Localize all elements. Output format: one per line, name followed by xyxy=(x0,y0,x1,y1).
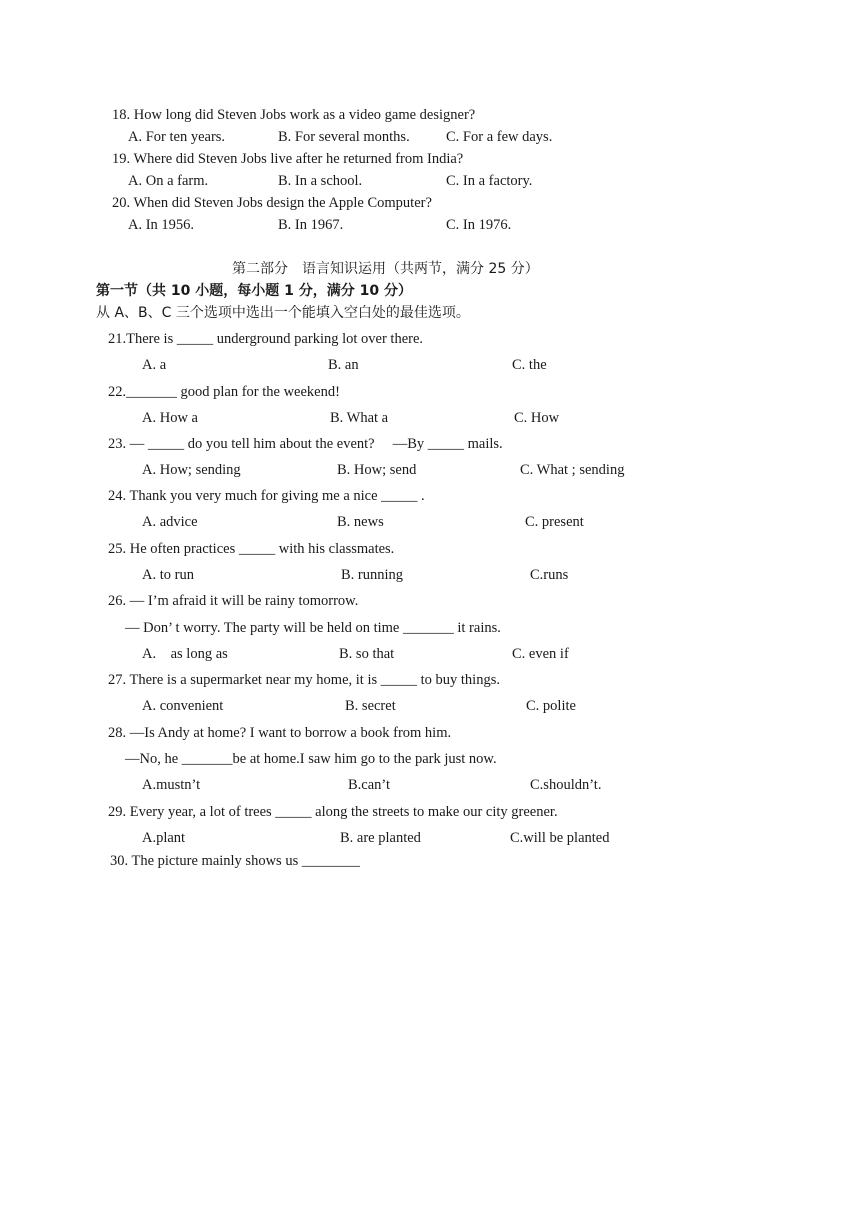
question-18-option-b: B. For several months. xyxy=(278,129,410,145)
question-23-stem: 23. — _____ do you tell him about the event? —By _____ mails. xyxy=(108,436,503,452)
question-28-stem: 28. —Is Andy at home? I want to borrow a book from him. xyxy=(108,725,452,741)
question-18-option-a: A. For ten years. xyxy=(128,129,226,145)
question-28-option-b: B.can’t xyxy=(348,777,391,793)
question-29-option-b: B. are planted xyxy=(340,830,421,846)
question-25-option-b: B. running xyxy=(341,567,404,583)
question-29-option-c: C.will be planted xyxy=(510,830,610,846)
part-two-title: 第二部分 语言知识运用（共两节，满分 25 分） xyxy=(232,261,539,277)
question-20-option-c: C. In 1976. xyxy=(446,217,512,233)
question-28-stem-reply: —No, he _______be at home.I saw him go to the park just now. xyxy=(125,751,497,767)
question-26-stem: 26. — I’m afraid it will be rainy tomorrow. xyxy=(108,593,359,609)
question-25-stem: 25. He often practices _____ with his classmates. xyxy=(108,541,395,557)
question-29-option-a: A.plant xyxy=(142,830,186,846)
question-19-option-b: B. In a school. xyxy=(278,173,363,189)
question-28-option-c: C.shouldn’t. xyxy=(530,777,602,793)
question-27-option-b: B. secret xyxy=(345,698,396,714)
question-25-option-a: A. to run xyxy=(142,567,194,583)
question-19-stem: 19. Where did Steven Jobs live after he returned from India? xyxy=(112,151,464,167)
question-26-stem-reply: — Don’ t worry. The party will be held on time _______ it rains. xyxy=(125,620,501,636)
question-21-stem: 21.There is _____ underground parking lot over there. xyxy=(108,331,424,347)
question-23-option-a: A. How; sending xyxy=(142,462,241,478)
section-one-title: 第一节（共 10 小题，每小题 1 分，满分 10 分） xyxy=(96,283,412,299)
question-22-option-c: C. How xyxy=(514,410,560,426)
question-22-option-b: B. What a xyxy=(330,410,389,426)
question-30-stem: 30. The picture mainly shows us ________ xyxy=(110,853,360,869)
question-18-option-c: C. For a few days. xyxy=(446,129,553,145)
question-24-option-c: C. present xyxy=(525,514,584,530)
question-21-option-c: C. the xyxy=(512,357,547,373)
question-26-option-b: B. so that xyxy=(339,646,395,662)
question-18-stem: 18. How long did Steven Jobs work as a video game designer? xyxy=(112,107,476,123)
question-19-option-a: A. On a farm. xyxy=(128,173,209,189)
question-20-option-b: B. In 1967. xyxy=(278,217,344,233)
question-23-option-c: C. What ; sending xyxy=(520,462,625,478)
question-24-option-b: B. news xyxy=(337,514,384,530)
question-27-option-a: A. convenient xyxy=(142,698,224,714)
question-21-option-a: A. a xyxy=(142,357,167,373)
question-20-option-a: A. In 1956. xyxy=(128,217,195,233)
question-27-stem: 27. There is a supermarket near my home, it is _____ to buy things. xyxy=(108,672,500,688)
question-26-option-c: C. even if xyxy=(512,646,569,662)
question-19-option-c: C. In a factory. xyxy=(446,173,533,189)
question-20-stem: 20. When did Steven Jobs design the Apple Computer? xyxy=(112,195,432,211)
question-26-option-a: A. as long as xyxy=(142,646,228,662)
section-instruction: 从 A、B、C 三个选项中选出一个能填入空白处的最佳选项。 xyxy=(96,305,470,321)
question-22-option-a: A. How a xyxy=(142,410,198,426)
question-21-option-b: B. an xyxy=(328,357,359,373)
question-23-option-b: B. How; send xyxy=(337,462,417,478)
question-27-option-c: C. polite xyxy=(526,698,576,714)
question-28-option-a: A.mustn’t xyxy=(142,777,201,793)
question-24-stem: 24. Thank you very much for giving me a nice _____ . xyxy=(108,488,425,504)
question-24-option-a: A. advice xyxy=(142,514,198,530)
question-22-stem: 22._______ good plan for the weekend! xyxy=(108,384,340,400)
question-29-stem: 29. Every year, a lot of trees _____ along the streets to make our city greener. xyxy=(108,804,558,820)
question-25-option-c: C.runs xyxy=(530,567,569,583)
